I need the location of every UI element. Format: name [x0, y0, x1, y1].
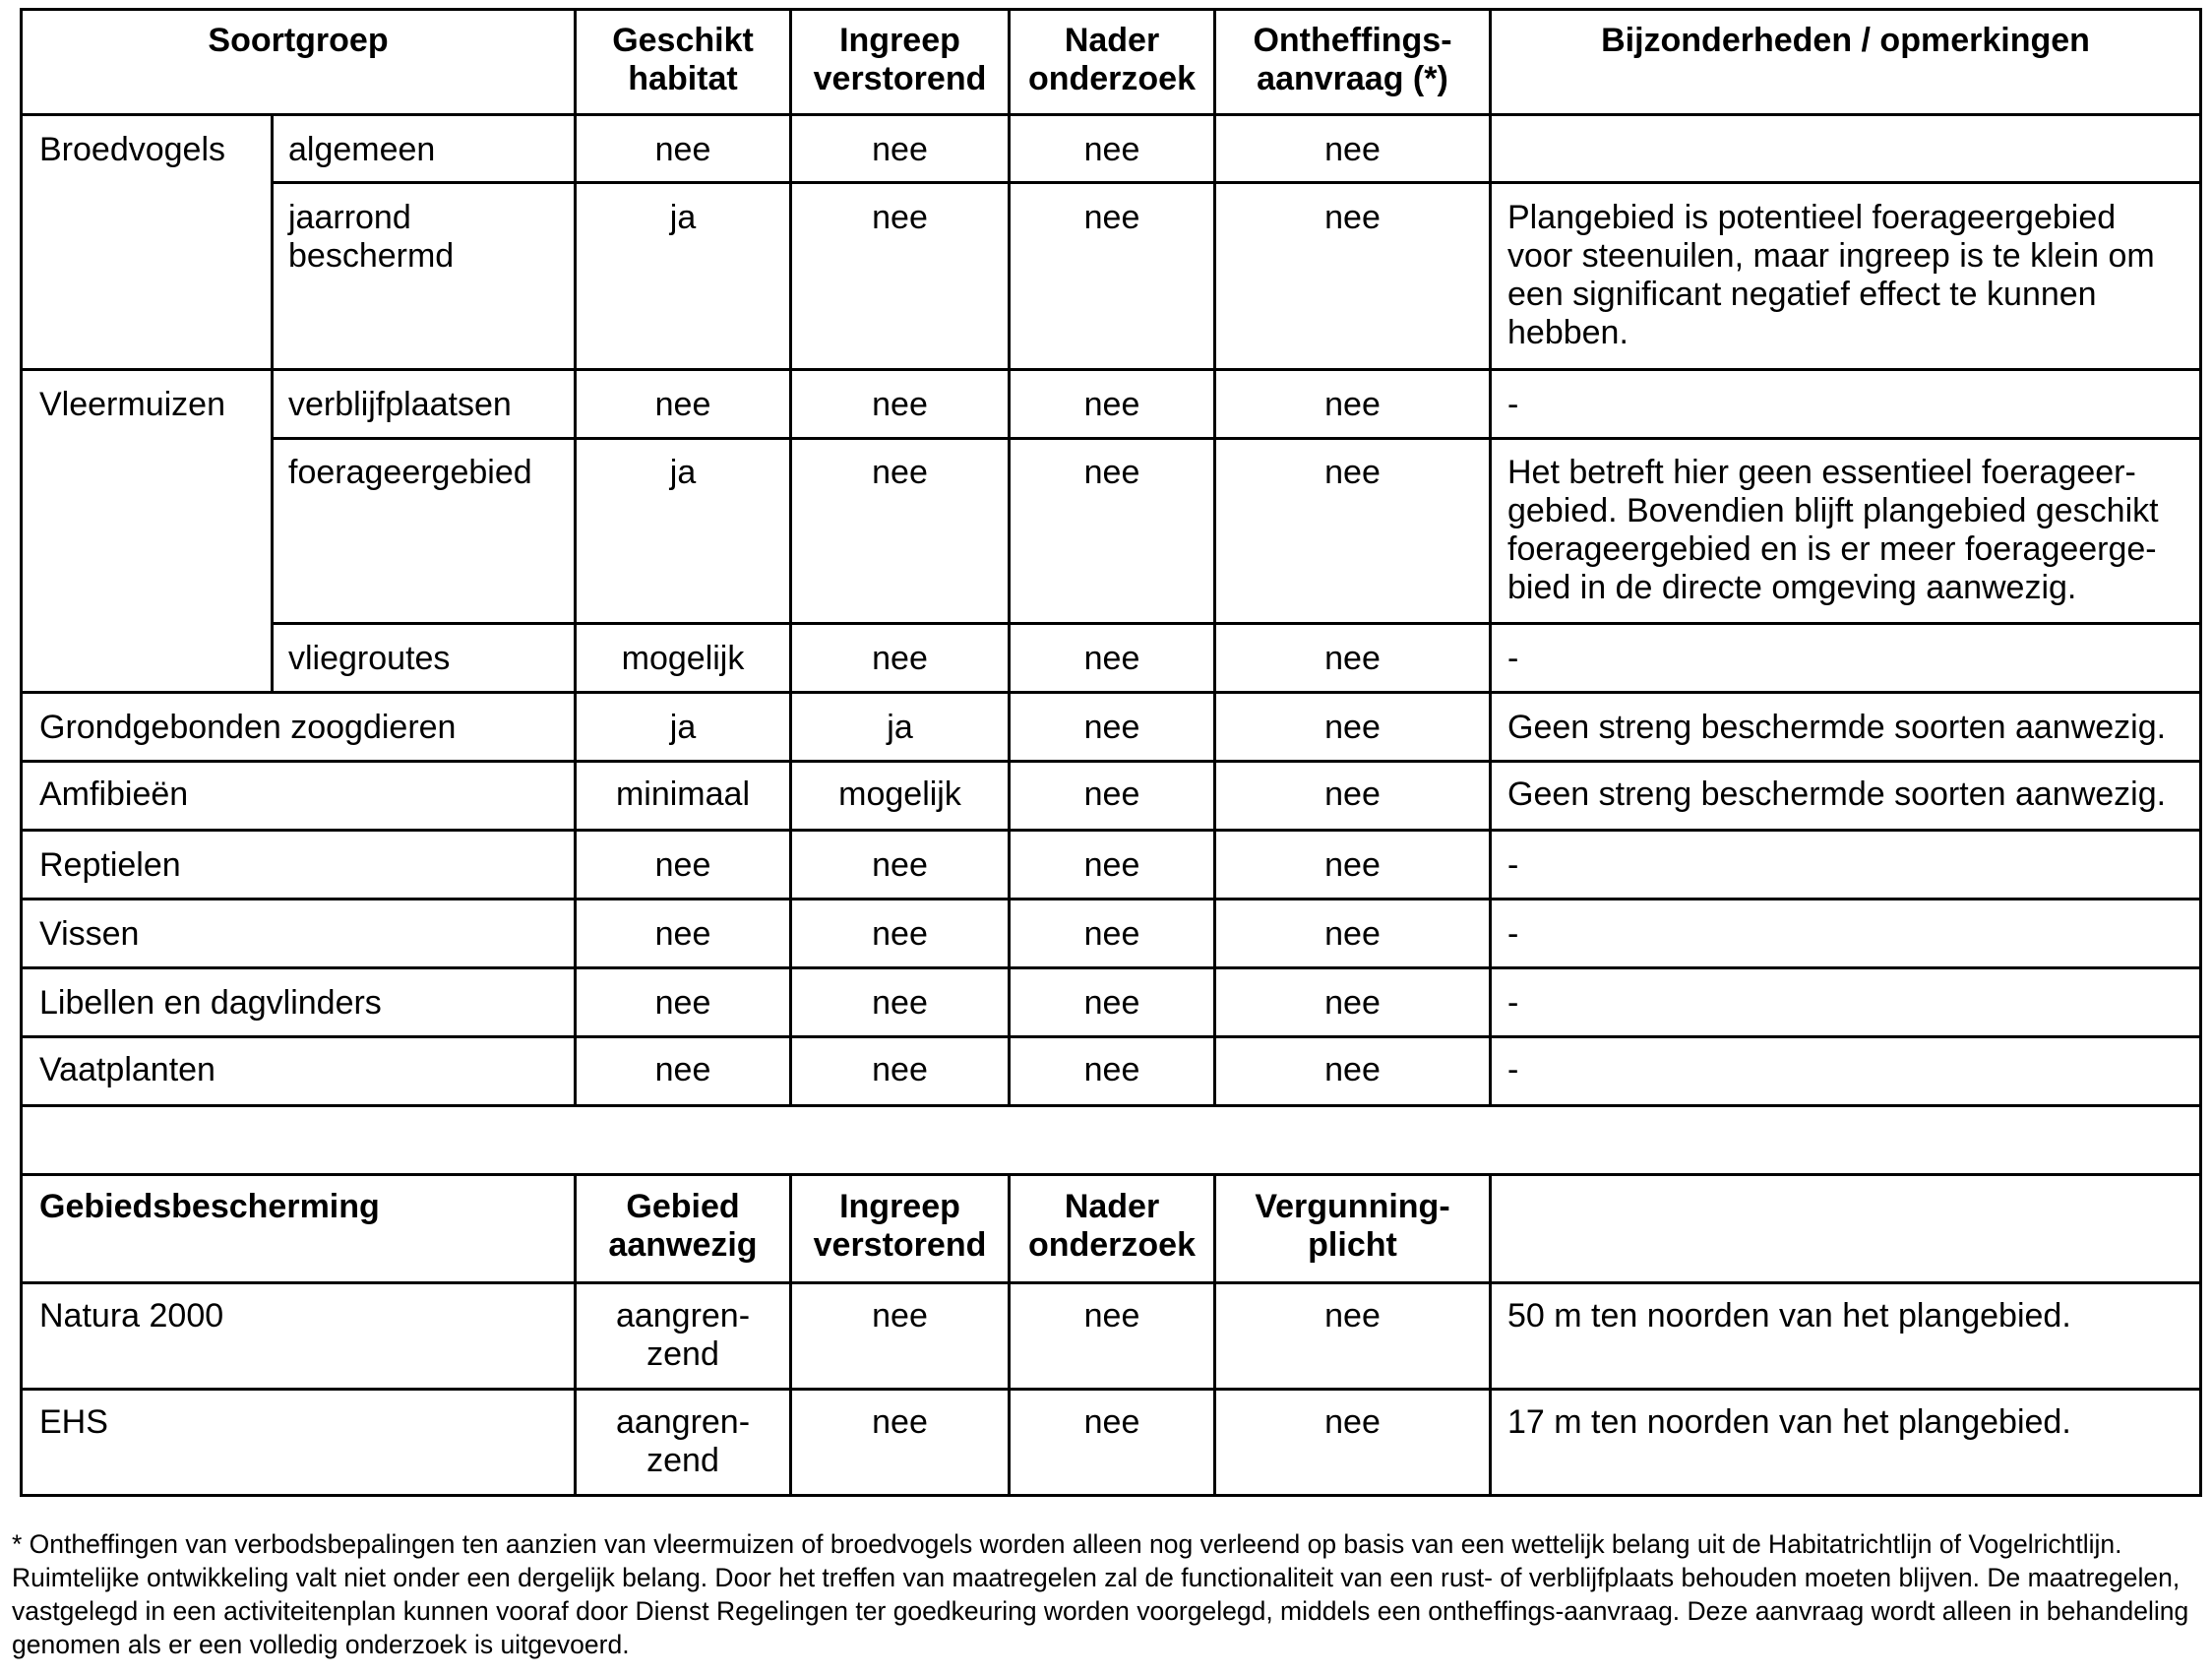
- row-sub-label: vliegroutes: [288, 640, 451, 677]
- header-geschikt-habitat-line1: Geschikt: [612, 22, 754, 59]
- table-border-right: [2199, 8, 2202, 1497]
- cell-habitat: nee: [654, 131, 711, 168]
- cell-opmerking-line: voor steenuilen, maar ingreep is te klein om: [1507, 237, 2155, 275]
- header-vergunningplicht-line1: Vergunning-: [1255, 1188, 1450, 1225]
- header-vergunningplicht-line2: plicht: [1308, 1226, 1397, 1264]
- grid-line: [271, 113, 274, 371]
- header-gebied-aanwezig-line1: Gebied: [626, 1188, 740, 1225]
- cell-habitat: ja: [669, 454, 697, 491]
- row-group-label: Grondgebonden zoogdieren: [39, 709, 457, 746]
- cell-ontheffing: nee: [1324, 846, 1381, 884]
- cell-ontheffing: nee: [1324, 199, 1381, 236]
- cell-onderzoek: nee: [1083, 709, 1140, 746]
- cell-habitat: nee: [654, 1051, 711, 1088]
- row-sub-label: verblijfplaatsen: [288, 386, 512, 423]
- cell-opmerking: Geen streng beschermde soorten aanwezig.: [1507, 776, 2167, 813]
- cell-ingreep: nee: [872, 131, 928, 168]
- gebied-opmerking: 50 m ten noorden van het plangebied.: [1507, 1297, 2071, 1335]
- cell-opmerking: -: [1507, 1051, 1519, 1088]
- row-group-label: Reptielen: [39, 846, 181, 884]
- table-border-top: [20, 8, 2202, 11]
- cell-ingreep: nee: [872, 1051, 928, 1088]
- cell-habitat: nee: [654, 386, 711, 423]
- cell-onderzoek: nee: [1083, 846, 1140, 884]
- header-gebied-nader-line1: Nader: [1064, 1188, 1160, 1225]
- grid-line: [20, 691, 2202, 694]
- cell-ontheffing: nee: [1324, 131, 1381, 168]
- cell-ontheffing: nee: [1324, 386, 1381, 423]
- header-gebied-ingreep-line2: verstorend: [813, 1226, 987, 1264]
- gebied-aanwezig-line1: aangren-: [615, 1403, 751, 1441]
- cell-ontheffing: nee: [1324, 709, 1381, 746]
- cell-onderzoek: nee: [1083, 454, 1140, 491]
- cell-habitat: mogelijk: [621, 640, 745, 677]
- header-gebied-aanwezig-line2: aanwezig: [608, 1226, 758, 1264]
- row-group-label: Broedvogels: [39, 131, 226, 168]
- cell-opmerking: -: [1507, 386, 1519, 423]
- cell-ontheffing: nee: [1324, 1051, 1381, 1088]
- table-border-left: [20, 8, 23, 1497]
- row-group-label: Vleermuizen: [39, 386, 225, 423]
- grid-line: [271, 622, 2202, 625]
- cell-opmerking: -: [1507, 846, 1519, 884]
- cell-onderzoek: nee: [1083, 386, 1140, 423]
- cell-opmerking-line: gebied. Bovendien blijft plangebied geschikt: [1507, 492, 2159, 529]
- footnote: * Ontheffingen van verbodsbepalingen ten aanzien van vleermuizen of broedvogels worden alleen nog verleend op basis van een wettelijk belang uit de Habitatrichtlijn of Vogelrichtlijn. Ruimtelijke ontwikkeling valt niet onder een dergelijk belang. Door het treffen van maatregelen zal de functionaliteit van een rust- of verblijfplaats behouden moeten blijven. De maatregelen, vastgelegd in een activiteitenplan kunnen vooraf door Dienst Regelingen ter goedkeuring worden voorgelegd, middels een ontheffings-aanvraag. Deze aanvraag wordt alleen in behandeling genomen als er een volledig onderzoek is uitgevoerd.: [12, 1529, 2189, 1659]
- header-geschikt-habitat-line2: habitat: [628, 60, 738, 97]
- gebied-aanwezig-line1: aangren-: [615, 1297, 751, 1335]
- gebied-onderzoek: nee: [1083, 1403, 1140, 1441]
- cell-ingreep: nee: [872, 915, 928, 953]
- header-ingreep-line1: Ingreep: [839, 22, 960, 59]
- cell-ingreep: ja: [887, 709, 913, 746]
- cell-opmerking-line: Het betreft hier geen essentieel foerageer-: [1507, 454, 2136, 491]
- cell-ontheffing: nee: [1324, 640, 1381, 677]
- header-gebied-ingreep-line1: Ingreep: [839, 1188, 960, 1225]
- row-sub-label: jaarrond beschermd: [288, 199, 455, 275]
- header-bijzonderheden: Bijzonderheden / opmerkingen: [1601, 22, 2090, 59]
- cell-onderzoek: nee: [1083, 915, 1140, 953]
- cell-onderzoek: nee: [1083, 1051, 1140, 1088]
- cell-opmerking-line: Plangebied is potentieel foerageergebied: [1507, 199, 2117, 236]
- cell-opmerking: Geen streng beschermde soorten aanwezig.: [1507, 709, 2167, 746]
- cell-habitat: nee: [654, 846, 711, 884]
- gebied-ingreep: nee: [872, 1403, 928, 1441]
- cell-habitat: nee: [654, 915, 711, 953]
- cell-habitat: ja: [669, 709, 697, 746]
- row-group-label: Vaatplanten: [39, 1051, 215, 1088]
- row-sub-label: foerageergebied: [288, 454, 532, 491]
- cell-habitat: nee: [654, 984, 711, 1022]
- grid-line: [20, 829, 2202, 832]
- gebied-aanwezig-line2: zend: [646, 1442, 719, 1479]
- grid-line: [271, 437, 2202, 440]
- cell-ingreep: nee: [872, 386, 928, 423]
- cell-onderzoek: nee: [1083, 776, 1140, 813]
- gebied-onderzoek: nee: [1083, 1297, 1140, 1335]
- grid-line: [20, 1104, 2202, 1107]
- grid-line: [20, 1035, 2202, 1038]
- cell-ingreep: nee: [872, 199, 928, 236]
- header-ontheffing-line2: aanvraag (*): [1257, 60, 1448, 97]
- header-gebied-nader-line2: onderzoek: [1027, 1226, 1197, 1264]
- cell-ontheffing: nee: [1324, 776, 1381, 813]
- gebied-vergunning: nee: [1324, 1297, 1381, 1335]
- grid-line: [20, 966, 2202, 969]
- grid-line: [271, 181, 2202, 184]
- gebied-naam: Natura 2000: [39, 1297, 224, 1335]
- gebied-opmerking: 17 m ten noorden van het plangebied.: [1507, 1403, 2071, 1441]
- header-nader-line2: onderzoek: [1027, 60, 1197, 97]
- cell-ingreep: nee: [872, 454, 928, 491]
- cell-ontheffing: nee: [1324, 984, 1381, 1022]
- header-gebiedsbescherming: Gebiedsbescherming: [39, 1188, 380, 1225]
- cell-habitat: ja: [669, 199, 697, 236]
- grid-line: [271, 368, 274, 694]
- cell-ingreep: mogelijk: [838, 776, 961, 813]
- row-group-label: Libellen en dagvlinders: [39, 984, 382, 1022]
- row-group-label: Amfibieën: [39, 776, 189, 813]
- row-group-label: Vissen: [39, 915, 140, 953]
- header-ontheffing-line1: Ontheffings-: [1253, 22, 1452, 59]
- row-sub-label: algemeen: [288, 131, 436, 168]
- grid-line: [20, 1281, 2202, 1284]
- gebied-vergunning: nee: [1324, 1403, 1381, 1441]
- cell-opmerking-line: bied in de directe omgeving aanwezig.: [1507, 569, 2077, 606]
- cell-opmerking: -: [1507, 984, 1519, 1022]
- cell-opmerking-line: hebben.: [1507, 314, 1628, 351]
- gebied-naam: EHS: [39, 1403, 108, 1441]
- gebied-ingreep: nee: [872, 1297, 928, 1335]
- cell-ingreep: nee: [872, 846, 928, 884]
- cell-habitat: minimaal: [615, 776, 751, 813]
- grid-line: [20, 368, 2202, 371]
- header-nader-line1: Nader: [1064, 22, 1160, 59]
- grid-line: [20, 1173, 2202, 1176]
- cell-onderzoek: nee: [1083, 640, 1140, 677]
- grid-line: [20, 760, 2202, 763]
- header-ingreep-line2: verstorend: [813, 60, 987, 97]
- cell-opmerking-line: een significant negatief effect te kunnen: [1507, 276, 2097, 313]
- cell-onderzoek: nee: [1083, 199, 1140, 236]
- grid-line: [20, 898, 2202, 900]
- cell-opmerking: -: [1507, 640, 1519, 677]
- cell-ingreep: nee: [872, 984, 928, 1022]
- cell-onderzoek: nee: [1083, 131, 1140, 168]
- cell-ontheffing: nee: [1324, 454, 1381, 491]
- cell-onderzoek: nee: [1083, 984, 1140, 1022]
- grid-line: [20, 1388, 2202, 1391]
- cell-ontheffing: nee: [1324, 915, 1381, 953]
- table-border-bottom: [20, 1494, 2202, 1497]
- cell-ingreep: nee: [872, 640, 928, 677]
- cell-opmerking: -: [1507, 915, 1519, 953]
- cell-opmerking-line: foerageergebied en is er meer foerageerge-: [1507, 530, 2157, 568]
- grid-line: [20, 113, 2202, 116]
- gebied-aanwezig-line2: zend: [646, 1335, 719, 1373]
- header-soortgroep: Soortgroep: [208, 22, 389, 59]
